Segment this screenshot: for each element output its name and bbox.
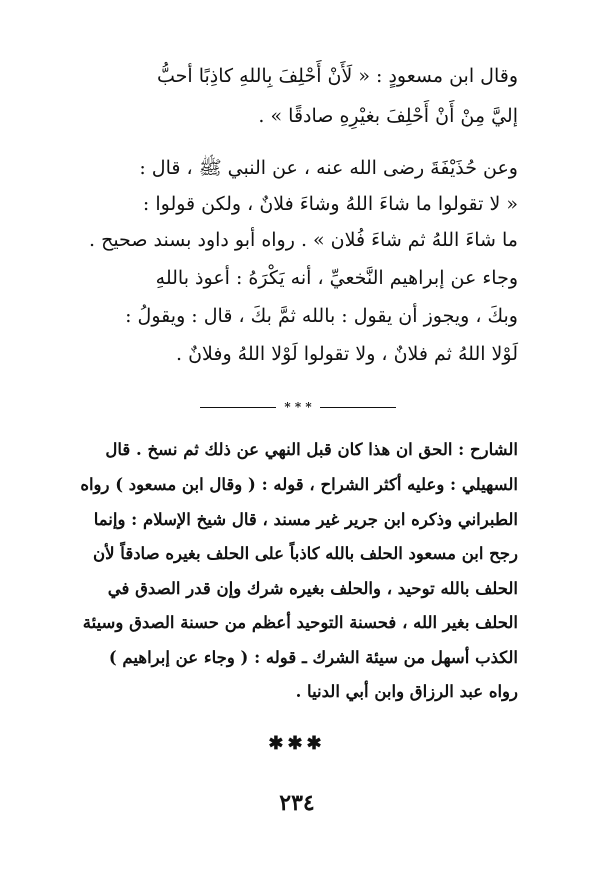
main-line-1: وقال ابن مسعودٍ : « لَأَنْ أَحْلِفَ بِاللهِ كاذِبًا أحبُّ — [157, 65, 518, 87]
main-line-5: ما شاءَ اللهُ ثم شاءَ فُلان » . رواه أبو داود بسند صحيح . — [88, 229, 518, 251]
divider-rule-left — [200, 407, 276, 408]
commentary-line-4: رجح ابن مسعود الحلف بالله كاذباً على الحلف بغيره صادقاً لأن — [93, 544, 518, 563]
main-line-7: وبكَ ، ويجوز أن يقول : بالله ثمَّ بكَ ، قال : ويقولُ : — [125, 305, 518, 327]
commentary-line-5: الحلف بالله توحيد ، والحلف بغيره شرك وإن قدر الصدق في — [107, 579, 518, 598]
commentary-line-3: الطبراني وذكره ابن جرير غير مسند ، قال شيخ الإسلام : وإنما — [93, 510, 518, 529]
main-line-8: لَوْلا اللهُ ثم فلانٌ ، ولا تقولوا لَوْلا اللهُ وفلانٌ . — [176, 343, 518, 365]
section-divider — [200, 396, 396, 418]
end-stars: ✱✱✱ — [268, 733, 326, 754]
main-line-4: « لا تقولوا ما شاءَ اللهُ وشاءَ فلانٌ ، ولكن قولوا : — [142, 193, 518, 215]
main-line-3: وعن حُذَيْفَةَ رضى الله عنه ، عن النبي ﷺ ، قال : — [139, 157, 518, 179]
commentary-line-8: رواه عبد الرزاق وابن أبي الدنيا . — [295, 682, 518, 701]
commentary-line-2: السهيلي : وعليه أكثر الشراح ، قوله : ( وقال ابن مسعود ) رواه — [80, 475, 518, 494]
divider-rule-right — [320, 407, 396, 408]
main-line-2: إليَّ مِنْ أَنْ أَحْلِفَ بغيْرِهِ صادقًا » . — [258, 105, 518, 127]
divider-stars: * * * — [284, 400, 312, 414]
commentary-line-6: الحلف بغير الله ، فحسنة التوحيد أعظم من حسنة الصدق وسيئة — [82, 613, 518, 632]
commentary-line-1: الشارح : الحق ان هذا كان قبل النهي عن ذلك ثم نسخ . قال — [105, 440, 518, 459]
commentary-line-7: الكذب أسهل من سيئة الشرك ـ قوله : ( وجاء عن إبراهيم ) — [108, 648, 518, 667]
main-line-6: وجاء عن إبراهيم النَّخعيِّ ، أنه يَكْرَهُ : أعوذ باللهِ — [155, 267, 518, 289]
page-number: ٢٣٤ — [279, 790, 315, 816]
